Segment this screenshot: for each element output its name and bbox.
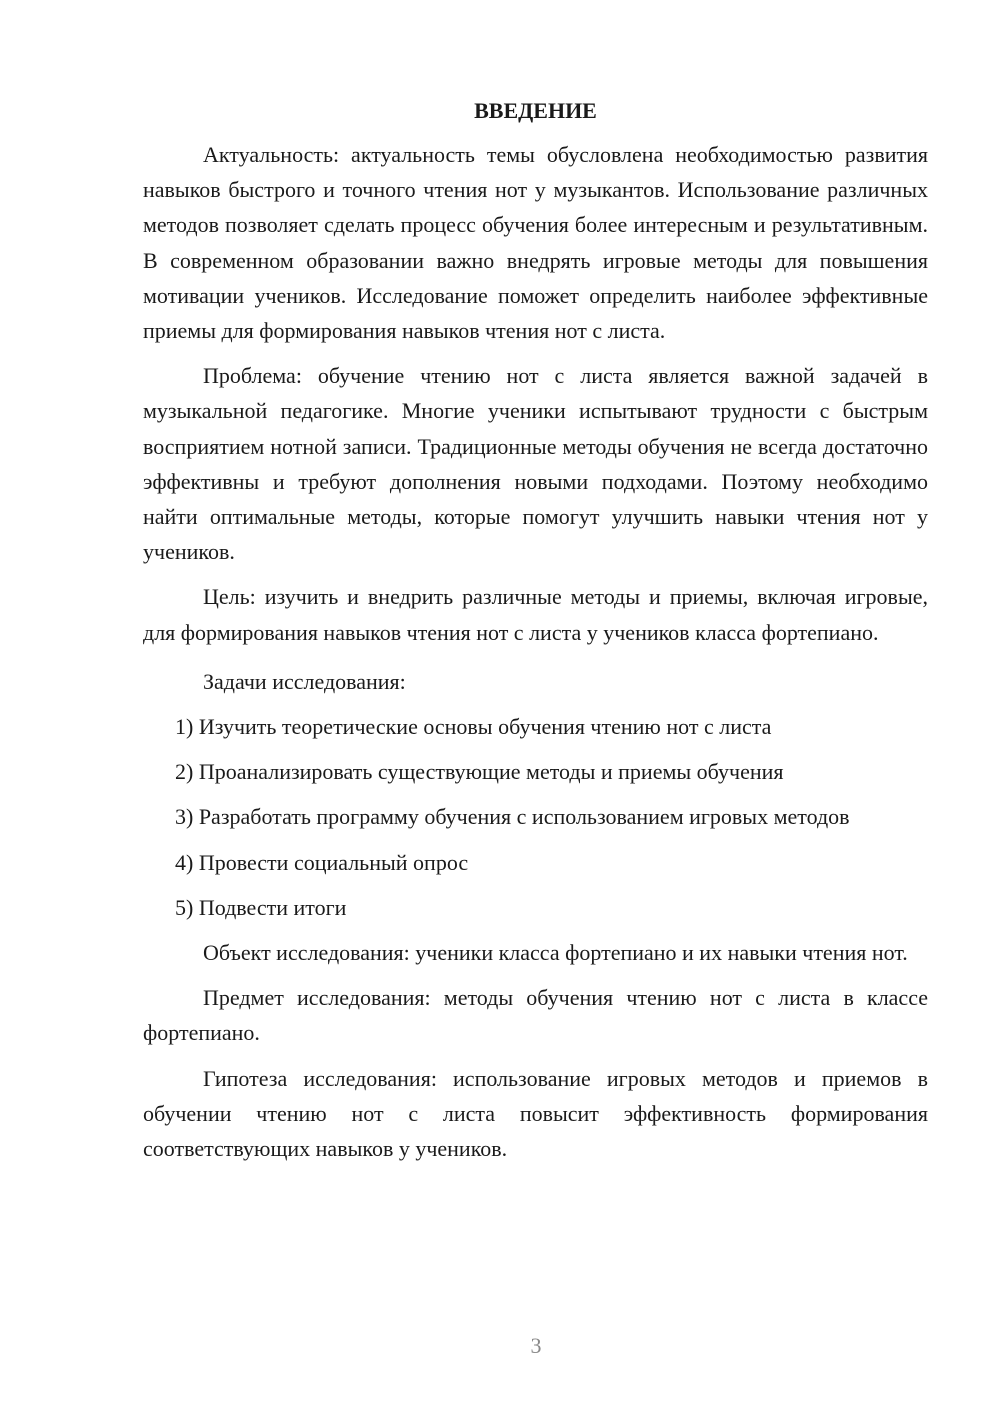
task-item: 2) Проанализировать существующие методы и приемы обучения xyxy=(175,759,784,785)
paragraph-hypothesis: Гипотеза исследования: использование игровых методов и приемов в обучении чтению нот с листа повысит эффективность формирования соответствующих навыков у учеников. xyxy=(143,1065,928,1162)
paragraph-object: Объект исследования: ученики класса фортепиано и их навыки чтения нот. xyxy=(203,940,908,966)
tasks-title: Задачи исследования: xyxy=(203,668,406,694)
task-item: 5) Подвести итоги xyxy=(175,894,347,920)
page-number: 3 xyxy=(530,1333,542,1358)
task-item: 1) Изучить теоретические основы обучения чтению нот с листа xyxy=(175,714,772,740)
section-heading: ВВЕДЕНИЕ xyxy=(474,98,597,123)
paragraph-relevance: Актуальность: актуальность темы обусловлена необходимостью развития навыков быстрого и точного чтения нот у музыкантов. Использование различных методов позволяет сделать процесс обучения более интересным и результативным. В современном образовании важно внедрять игровые методы для повышения мотивации учеников. Исследование поможет определить наиболее эффективные приемы для формирования навыков чтения нот с листа. xyxy=(143,142,928,344)
paragraph-goal: Цель: изучить и внедрить различные методы и приемы, включая игровые, для формирования навыков чтения нот с листа у учеников класса фортепиано. xyxy=(143,584,928,645)
paragraph-subject: Предмет исследования: методы обучения чтению нот с листа в классе фортепиано. xyxy=(143,985,928,1046)
task-item: 4) Провести социальный опрос xyxy=(175,849,469,875)
task-item: 3) Разработать программу обучения с использованием игровых методов xyxy=(175,804,850,830)
paragraph-problem: Проблема: обучение чтению нот с листа является важной задачей в музыкальной педагогике. Многие ученики испытывают трудности с быстрым восприятием нотной записи. Традиционные методы обучения не всегда достаточно эффективны и требуют дополнения новыми подходами. Поэтому необходимо найти оптимальные методы, которые помогут улучшить навыки чтения нот у учеников. xyxy=(143,363,928,565)
document-page xyxy=(143,96,928,1176)
